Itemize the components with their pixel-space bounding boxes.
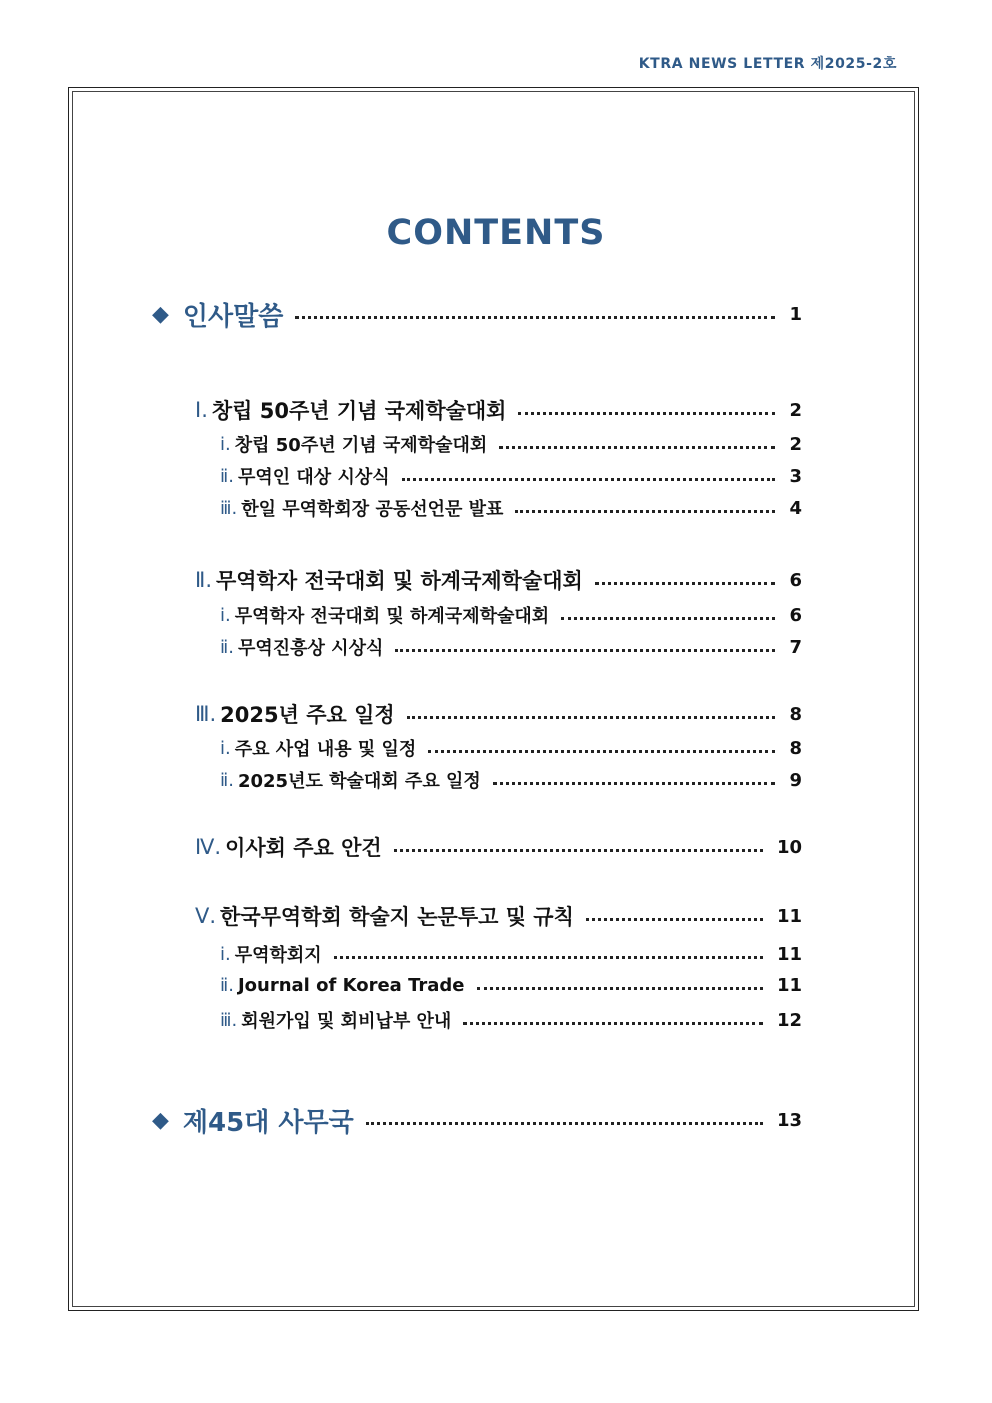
dot-leader bbox=[586, 918, 763, 921]
section-numeral: Ⅳ. bbox=[195, 835, 222, 859]
dot-leader bbox=[463, 1022, 763, 1025]
toc-subsection[interactable] bbox=[220, 975, 802, 996]
dot-leader bbox=[295, 316, 775, 319]
dot-leader bbox=[493, 782, 776, 785]
toc-subsection-title: 무역인 대상 시상식 bbox=[237, 467, 390, 488]
toc-section-5[interactable] bbox=[195, 901, 802, 931]
toc-subsection-title: 무역학자 전국대회 및 하계국제학술대회 bbox=[234, 606, 550, 627]
toc-subsection[interactable] bbox=[220, 735, 802, 761]
subsection-numeral: ⅱ. bbox=[220, 465, 234, 487]
subsection-numeral: ⅰ. bbox=[220, 433, 231, 455]
toc-page-number: 3 bbox=[789, 465, 802, 487]
subsection-numeral: ⅱ. bbox=[220, 636, 234, 658]
toc-page-number: 8 bbox=[789, 703, 802, 725]
toc-page-number: 7 bbox=[789, 636, 802, 658]
dot-leader bbox=[477, 987, 763, 990]
subsection-numeral: ⅱ. bbox=[220, 769, 234, 791]
toc-page-number: 11 bbox=[776, 975, 802, 996]
toc-subsection-title: 무역학회지 bbox=[234, 945, 322, 966]
toc-subsection[interactable] bbox=[220, 1007, 802, 1033]
toc-subsection[interactable] bbox=[220, 767, 802, 793]
toc-page-number: 10 bbox=[776, 836, 802, 858]
section-numeral: Ⅱ. bbox=[195, 568, 213, 592]
dot-leader bbox=[366, 1122, 763, 1125]
toc-page-number: 8 bbox=[789, 737, 802, 759]
toc-subsection-title: Journal of Korea Trade bbox=[237, 975, 465, 996]
toc-page-number: 2 bbox=[789, 399, 802, 421]
subsection-numeral: ⅱ. bbox=[220, 975, 234, 996]
section-numeral: Ⅴ. bbox=[195, 904, 217, 928]
toc-subsection-title: 창립 50주년 기념 국제학술대회 bbox=[234, 435, 488, 456]
subsection-numeral: ⅰ. bbox=[220, 737, 231, 759]
subsection-numeral: ⅲ. bbox=[220, 497, 238, 519]
toc-entry-secretariat[interactable] bbox=[152, 1102, 802, 1139]
subsection-numeral: ⅰ. bbox=[220, 943, 231, 965]
dot-leader bbox=[595, 582, 776, 585]
toc-section-4[interactable] bbox=[195, 832, 802, 862]
dot-leader bbox=[402, 478, 776, 481]
toc-subsection[interactable] bbox=[220, 431, 802, 457]
toc-subsection-title: 무역진흥상 시상식 bbox=[237, 638, 384, 659]
toc-entry-greeting[interactable] bbox=[152, 296, 802, 333]
dot-leader bbox=[395, 649, 775, 652]
toc-page-number: 4 bbox=[789, 497, 802, 519]
toc-page-number: 1 bbox=[789, 304, 802, 325]
dot-leader bbox=[428, 750, 775, 753]
dot-leader bbox=[394, 849, 763, 852]
toc-subsection-title: 주요 사업 내용 및 일정 bbox=[234, 739, 417, 760]
dot-leader bbox=[518, 412, 775, 415]
subsection-numeral: ⅰ. bbox=[220, 604, 231, 626]
subsection-numeral: ⅲ. bbox=[220, 1009, 238, 1031]
toc-page-number: 2 bbox=[789, 433, 802, 455]
toc-page-number: 6 bbox=[789, 604, 802, 626]
toc-page-number: 11 bbox=[776, 943, 802, 965]
contents-title: CONTENTS bbox=[386, 213, 606, 253]
dot-leader bbox=[499, 446, 775, 449]
diamond-bullet-icon: ◆ bbox=[152, 302, 169, 327]
toc-section-title: 무역학자 전국대회 및 하계국제학술대회 bbox=[216, 569, 583, 593]
toc-page-number: 13 bbox=[776, 1110, 802, 1131]
toc-subsection-title: 회원가입 및 회비납부 안내 bbox=[241, 1011, 452, 1032]
dot-leader bbox=[407, 716, 776, 719]
toc-subsection-title: 한일 무역학회장 공동선언문 발표 bbox=[241, 499, 504, 520]
toc-page-number: 6 bbox=[789, 569, 802, 591]
toc-section-2[interactable] bbox=[195, 565, 802, 595]
toc-page-number: 12 bbox=[776, 1009, 802, 1031]
toc-section-1[interactable] bbox=[195, 395, 802, 425]
toc-entry-label: 인사말씀 bbox=[182, 302, 284, 332]
dot-leader bbox=[515, 510, 775, 513]
diamond-bullet-icon: ◆ bbox=[152, 1108, 169, 1133]
toc-section-title: 창립 50주년 기념 국제학술대회 bbox=[211, 399, 507, 423]
toc-section-title: 이사회 주요 안건 bbox=[225, 836, 382, 860]
dot-leader bbox=[561, 617, 775, 620]
section-numeral: Ⅲ. bbox=[195, 702, 217, 726]
toc-page-number: 9 bbox=[789, 769, 802, 791]
toc-section-3[interactable] bbox=[195, 699, 802, 729]
toc-page-number: 11 bbox=[776, 905, 802, 927]
section-numeral: Ⅰ. bbox=[195, 398, 208, 422]
toc-section-title: 2025년 주요 일정 bbox=[220, 703, 395, 727]
toc-subsection[interactable] bbox=[220, 941, 802, 967]
toc-entry-label: 제45대 사무국 bbox=[182, 1108, 354, 1138]
toc-subsection[interactable] bbox=[220, 634, 802, 660]
toc-subsection-title: 2025년도 학술대회 주요 일정 bbox=[237, 771, 481, 792]
toc-subsection[interactable] bbox=[220, 602, 802, 628]
toc-subsection[interactable] bbox=[220, 463, 802, 489]
toc-subsection[interactable] bbox=[220, 495, 802, 521]
dot-leader bbox=[334, 956, 763, 959]
newsletter-header: KTRA NEWS LETTER 제2025-2호 bbox=[638, 56, 897, 72]
toc-section-title: 한국무역학회 학술지 논문투고 및 규칙 bbox=[220, 905, 574, 929]
